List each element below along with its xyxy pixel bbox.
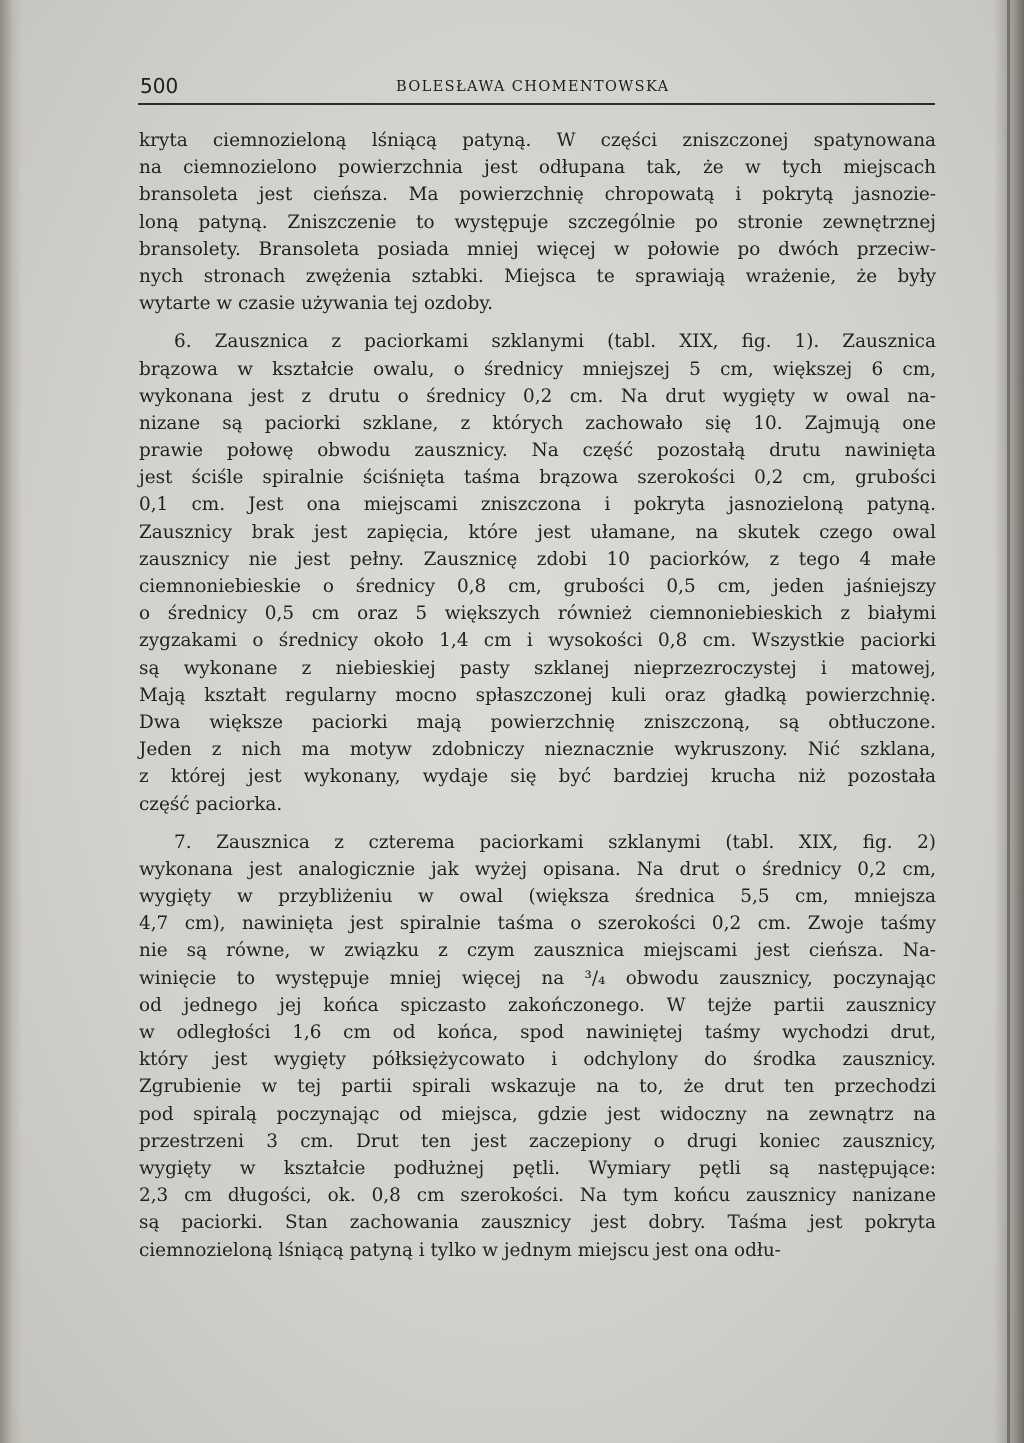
text-line: prawie połowę obwodu zausznicy. Na część pozostałą drutu nawinięta (139, 440, 936, 462)
text-line: 0,1 cm. Jest ona miejscami zniszczona i pokryta jasnozieloną patyną. (139, 494, 936, 516)
text-line: wykonana jest z drutu o średnicy 0,2 cm. Na drut wygięty w owal na- (139, 385, 936, 407)
running-head-author: BOLESŁAWA CHOMENTOWSKA (396, 79, 670, 95)
text-line: ciemnozieloną lśniącą patyną i tylko w jednym miejscu jest ona odłu- (139, 1239, 781, 1261)
text-line: są wykonane z niebieskiej pasty szklanej nieprzezroczystej i matowej, (139, 657, 936, 679)
text-line: bransoleta jest cieńsza. Ma powierzchnię chropowatą i pokrytą jasnozie- (139, 184, 936, 206)
text-line: Zgrubienie w tej partii spirali wskazuje na to, że drut ten przechodzi (139, 1076, 936, 1098)
text-line: Dwa większe paciorki mają powierzchnię zniszczoną, są obtłuczone. (139, 711, 936, 733)
text-line: zygzakami o średnicy około 1,4 cm i wysokości 0,8 cm. Wszystkie paciorki (139, 630, 936, 652)
text-line: winięcie to występuje mniej więcej na ³/₄ obwodu zausznicy, poczynając (139, 967, 936, 989)
text-line: nizane są paciorki szklane, z których zachowało się 10. Zajmują one (139, 412, 936, 434)
text-line: nie są równe, w związku z czym zausznica miejscami jest cieńsza. Na- (139, 940, 936, 962)
text-line: z której jest wykonany, wydaje się być bardziej krucha niż pozostała (139, 766, 936, 788)
text-line: brązowa w kształcie owalu, o średnicy mniejszej 5 cm, większej 6 cm, (139, 358, 936, 380)
paragraph (139, 829, 936, 1264)
text-line: są paciorki. Stan zachowania zausznicy jest dobry. Taśma jest pokryta (139, 1212, 936, 1234)
text-line: przestrzeni 3 cm. Drut ten jest zaczepiony o drugi koniec zausznicy, (139, 1130, 936, 1152)
text-line: wygięty w przybliżeniu w owal (większa średnica 5,5 cm, mniejsza (139, 886, 936, 908)
text-line: Mają kształt regularny mocno spłaszczonej kuli oraz gładką powierzchnię. (139, 684, 936, 706)
header-rule (138, 103, 935, 105)
paragraph (139, 127, 936, 317)
text-line: 7. Zausznica z czterema paciorkami szklanymi (tabl. XIX, fig. 2) (174, 831, 936, 853)
paragraph-gap (139, 818, 936, 829)
paragraph (139, 328, 936, 817)
text-line: 2,3 cm długości, ok. 0,8 cm szerokości. Na tym końcu zausznicy nanizane (139, 1185, 936, 1207)
text-line: kryta ciemnozieloną lśniącą patyną. W części zniszczonej spatynowana (139, 130, 936, 151)
text-line: 6. Zausznica z paciorkami szklanymi (tabl. XIX, fig. 1). Zausznica (174, 331, 936, 353)
text-line: od jednego jej końca spiczasto zakończonego. W tejże partii zausznicy (139, 994, 936, 1016)
text-line: jest ściśle spiralnie ściśnięta taśma brązowa szerokości 0,2 cm, grubości (139, 467, 936, 489)
page-edge-line-right (1007, 0, 1010, 1443)
page-number: 500 (140, 74, 179, 98)
text-line: ciemnoniebieskie o średnicy 0,8 cm, grubości 0,5 cm, jeden jaśniejszy (139, 576, 936, 597)
text-line: loną patyną. Zniszczenie to występuje szczególnie po stronie zewnętrznej (139, 211, 936, 233)
text-line: 4,7 cm), nawinięta jest spiralnie taśma o szerokości 0,2 cm. Zwoje taśmy (139, 913, 936, 935)
text-line: Jeden z nich ma motyw zdobniczy nieznacznie wykruszony. Nić szklana, (139, 739, 936, 761)
text-line: nych stronach zwężenia sztabki. Miejsca te sprawiają wrażenie, że były (139, 265, 936, 287)
page-edge-shadow-left (0, 0, 22, 1443)
text-line: część paciorka. (139, 793, 283, 815)
text-line: pod spiralą poczynając od miejsca, gdzie jest widoczny na zewnątrz na (139, 1103, 936, 1125)
text-line: w odległości 1,6 cm od końca, spod nawiniętej taśmy wychodzi drut, (139, 1022, 936, 1043)
text-line: wykonana jest analogicznie jak wyżej opisana. Na drut o średnicy 0,2 cm, (139, 858, 936, 880)
text-line: zausznicy nie jest pełny. Zausznicę zdobi 10 paciorków, z tego 4 małe (139, 548, 936, 570)
body-text (139, 127, 936, 1264)
text-line: Zausznicy brak jest zapięcia, które jest ułamane, na skutek czego owal (139, 521, 936, 543)
text-line: na ciemnozielono powierzchnia jest odłupana tak, że w tych miejscach (139, 157, 936, 179)
running-head (140, 70, 934, 100)
text-line: bransolety. Bransoleta posiada mniej więcej w połowie po dwóch przeciw- (139, 238, 936, 260)
text-line: wytarte w czasie używania tej ozdoby. (139, 293, 494, 315)
text-line: wygięty w kształcie podłużnej pętli. Wymiary pętli są następujące: (139, 1157, 936, 1179)
paragraph-gap (139, 317, 936, 328)
text-line: który jest wygięty półksiężycowato i odchylony do środka zausznicy. (139, 1049, 936, 1071)
text-line: o średnicy 0,5 cm oraz 5 większych również ciemnoniebieskich z białymi (139, 603, 936, 625)
